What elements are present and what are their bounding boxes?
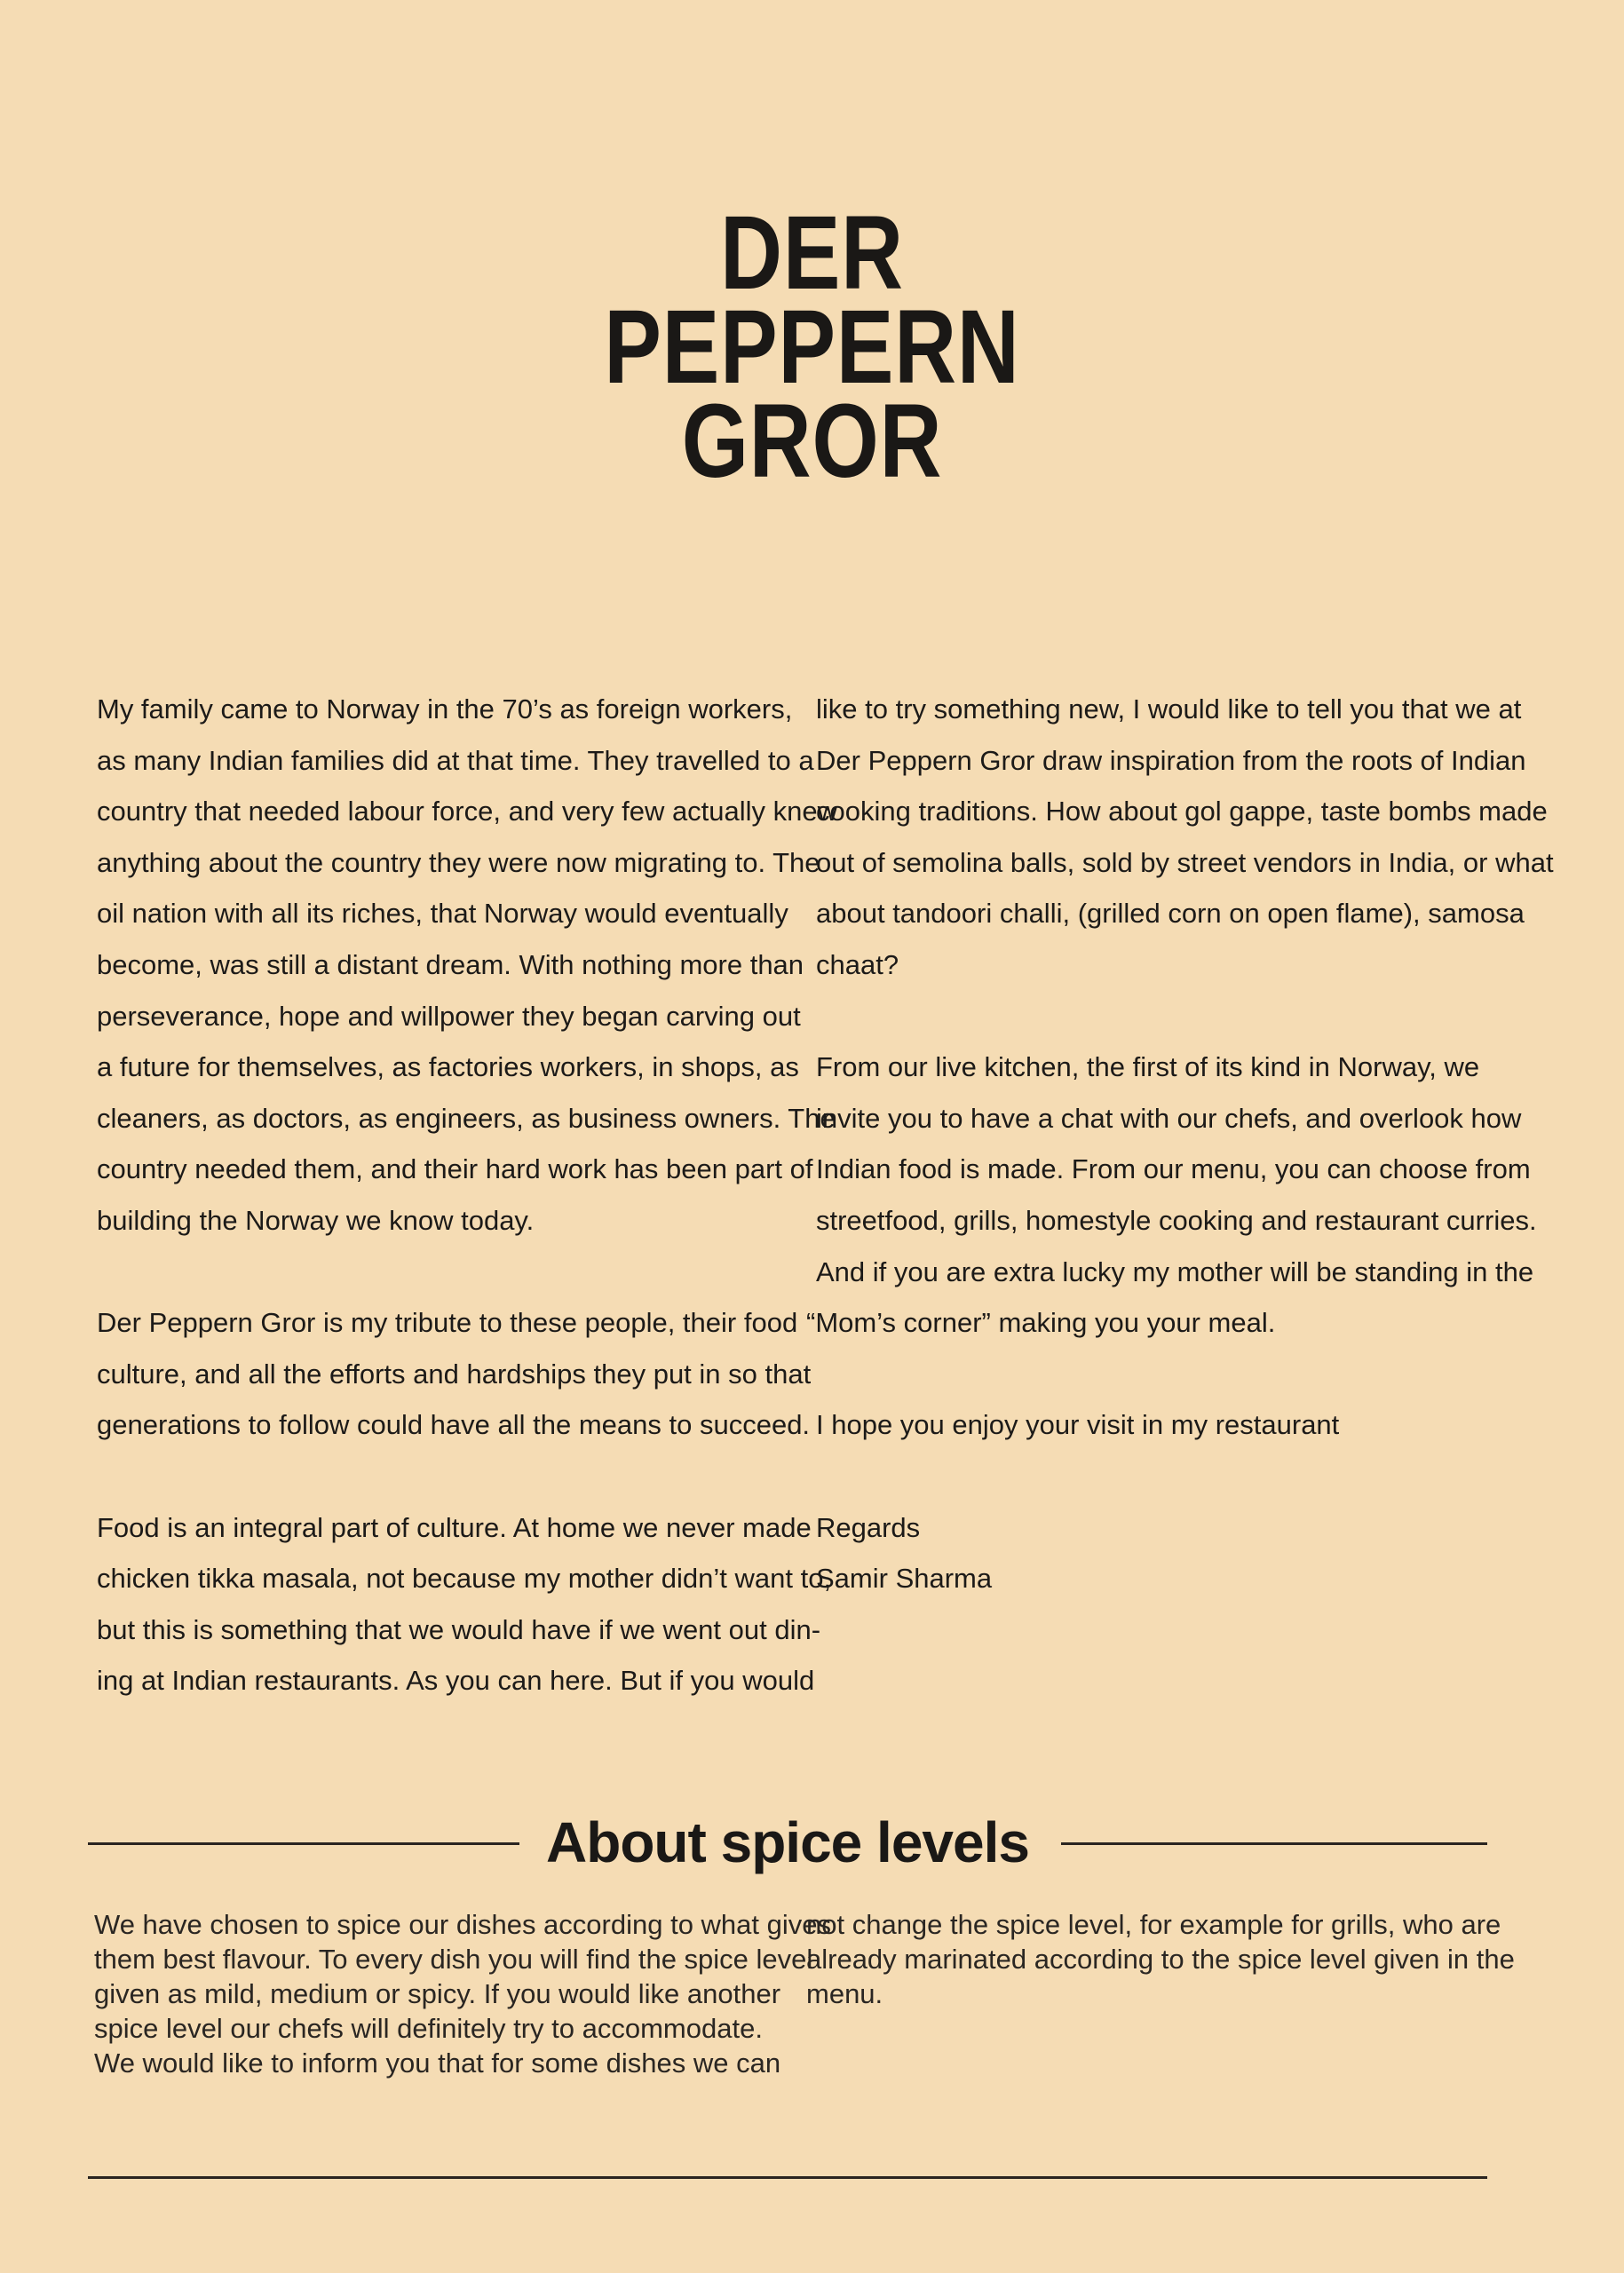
story-line: generations to follow could have all the means to succeed. [97,1409,811,1441]
spice-column-left [94,1907,832,2080]
spice-levels-title: About spice levels [546,1810,1029,1874]
story-line: oil nation with all its riches, that Norway would eventually [97,898,788,930]
story-line: streetfood, grills, homestyle cooking and restaurant curries. [816,1204,1537,1236]
story-line: culture, and all the efforts and hardships they put in so that [97,1358,812,1390]
spice-line: not change the spice level, for example for grills, who are [806,1909,1501,1940]
bottom-divider [88,2176,1487,2179]
story-line: Indian food is made. From our menu, you can choose from [816,1153,1531,1185]
story-line: perseverance, hope and willpower they began carving out [97,1000,801,1032]
story-paragraph [97,1502,832,1707]
story-line: invite you to have a chat with our chefs, and overlook how [816,1102,1522,1134]
logo-line-der: DER [720,194,904,312]
story-line: out of semolina balls, sold by street vendors in India, or what [816,846,1554,878]
spice-line: spice level our chefs will definitely try to accommodate. [94,2013,763,2044]
story-line: about tandoori challi, (grilled corn on open flame), samosa [816,898,1525,930]
story-paragraph [806,1041,1537,1349]
story-line: like to try something new, I would like to tell you that we at [816,693,1522,725]
logo-line-gror: GROR [681,383,943,500]
story-column-left [97,684,838,1707]
heading-rule-right [1061,1842,1487,1845]
story-line: “Mom’s corner” making you your meal. [806,1307,1276,1339]
signature-block [816,1502,1517,1604]
story-line: ing at Indian restaurants. As you can here. But if you would [97,1665,815,1697]
story-line: cleaners, as doctors, as engineers, as business owners. The [97,1102,836,1134]
story-line: My family came to Norway in the 70’s as foreign workers, [97,693,793,725]
story-line: but this is something that we would have if we went out din- [97,1613,821,1645]
spice-line: We have chosen to spice our dishes according to what gives [94,1909,832,1940]
story-line: Der Peppern Gror draw inspiration from the roots of Indian [816,744,1526,776]
spice-line: already marinated according to the spice level given in the [806,1944,1515,1975]
spice-levels-heading [88,1807,1487,1878]
story-line: cooking traditions. How about gol gappe, taste bombs made [816,796,1548,828]
spice-line: given as mild, medium or spicy. If you would like another [94,1978,781,2009]
story-column-right [806,684,1554,1604]
story-line: anything about the country they were now migrating to. The [97,846,820,878]
story-line: a future for themselves, as factories workers, in shops, as [97,1051,799,1083]
spice-line: We would like to inform you that for some dishes we can [94,2047,781,2079]
spice-line: them best flavour. To every dish you will find the spice level [94,1944,813,1975]
story-paragraph [97,684,838,1247]
story-line: Food is an integral part of culture. At home we never made [97,1511,812,1543]
story-line: building the Norway we know today. [97,1204,535,1236]
story-paragraph [816,684,1554,991]
story-paragraph [816,1399,1517,1451]
story-line: country needed them, and their hard work has been part of [97,1153,813,1185]
spice-line: menu. [806,1978,883,2009]
story-paragraph [97,1297,812,1451]
story-line: chaat? [816,948,899,980]
regards-text: Regards [816,1511,921,1543]
story-line: From our live kitchen, the first of its kind in Norway, we [816,1051,1480,1083]
story-line: I hope you enjoy your visit in my restaurant [816,1409,1340,1441]
story-line: as many Indian families did at that time. They travelled to a [97,744,814,776]
logo-line-peppern: PEPPERN [604,289,1020,406]
author-name: Samir Sharma [816,1563,993,1595]
story-line: country that needed labour force, and very few actually knew [97,796,838,828]
story-line: chicken tikka masala, not because my mother didn’t want to, [97,1563,832,1595]
story-line: Der Peppern Gror is my tribute to these people, their food [97,1307,798,1339]
story-line: And if you are extra lucky my mother will be standing in the [816,1255,1534,1287]
spice-column-right [806,1907,1517,2011]
restaurant-logo [147,194,1478,500]
story-line: become, was still a distant dream. With nothing more than [97,948,804,980]
